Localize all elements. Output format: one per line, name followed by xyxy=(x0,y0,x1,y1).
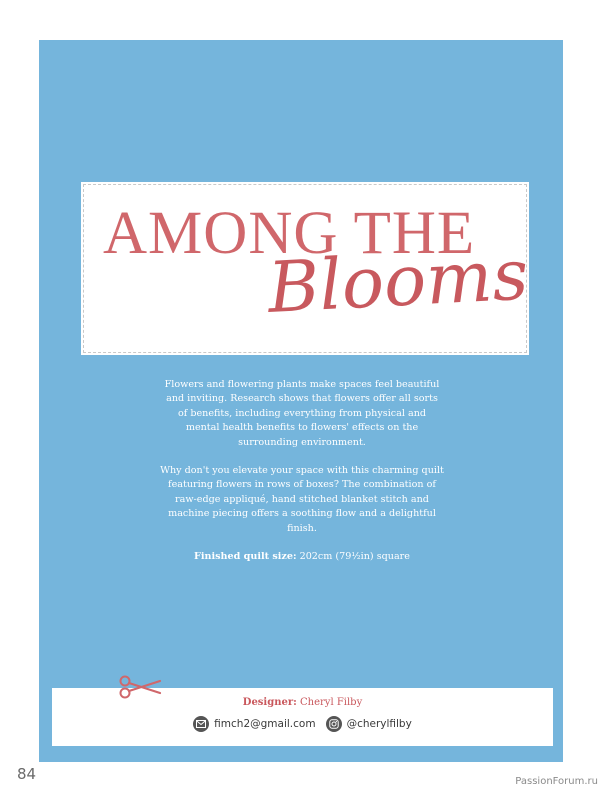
email-contact[interactable] xyxy=(193,716,315,732)
finished-size xyxy=(160,550,444,564)
title-line-2: Blooms xyxy=(265,233,531,329)
mail-icon xyxy=(193,716,209,732)
watermark: PassionForum.ru xyxy=(515,776,598,787)
page-number: 84 xyxy=(17,765,37,783)
title-line-1: AMONG THE xyxy=(103,200,476,267)
intro-paragraph-1: Flowers and flowering plants make spaces feel beautiful and inviting. Research shows that flowers offer all sorts of benefits, including everything from physical and mental health benefits to flowers' effects on the surrounding environment. xyxy=(164,379,440,448)
instagram-contact[interactable] xyxy=(326,716,412,732)
designer-contacts xyxy=(52,716,553,732)
intro-text xyxy=(160,378,444,564)
designer-name: Cheryl Filby xyxy=(300,697,363,708)
designer-label: Designer: xyxy=(242,697,297,708)
instagram-icon xyxy=(326,716,342,732)
designer-credit xyxy=(52,697,553,708)
instagram-handle[interactable]: @cherylfilby xyxy=(346,718,412,730)
finished-size-label: Finished quilt size: xyxy=(194,551,297,563)
email-address[interactable]: fimch2@gmail.com xyxy=(214,718,316,730)
finished-size-value: 202cm (79½in) square xyxy=(299,551,410,563)
intro-paragraph-2: Why don't you elevate your space with this charming quilt featuring flowers in rows of boxes? The combination of raw-edge appliqué, hand stitched blanket stitch and machine piecing offers a soothing flow and a delightful finish. xyxy=(160,465,444,534)
